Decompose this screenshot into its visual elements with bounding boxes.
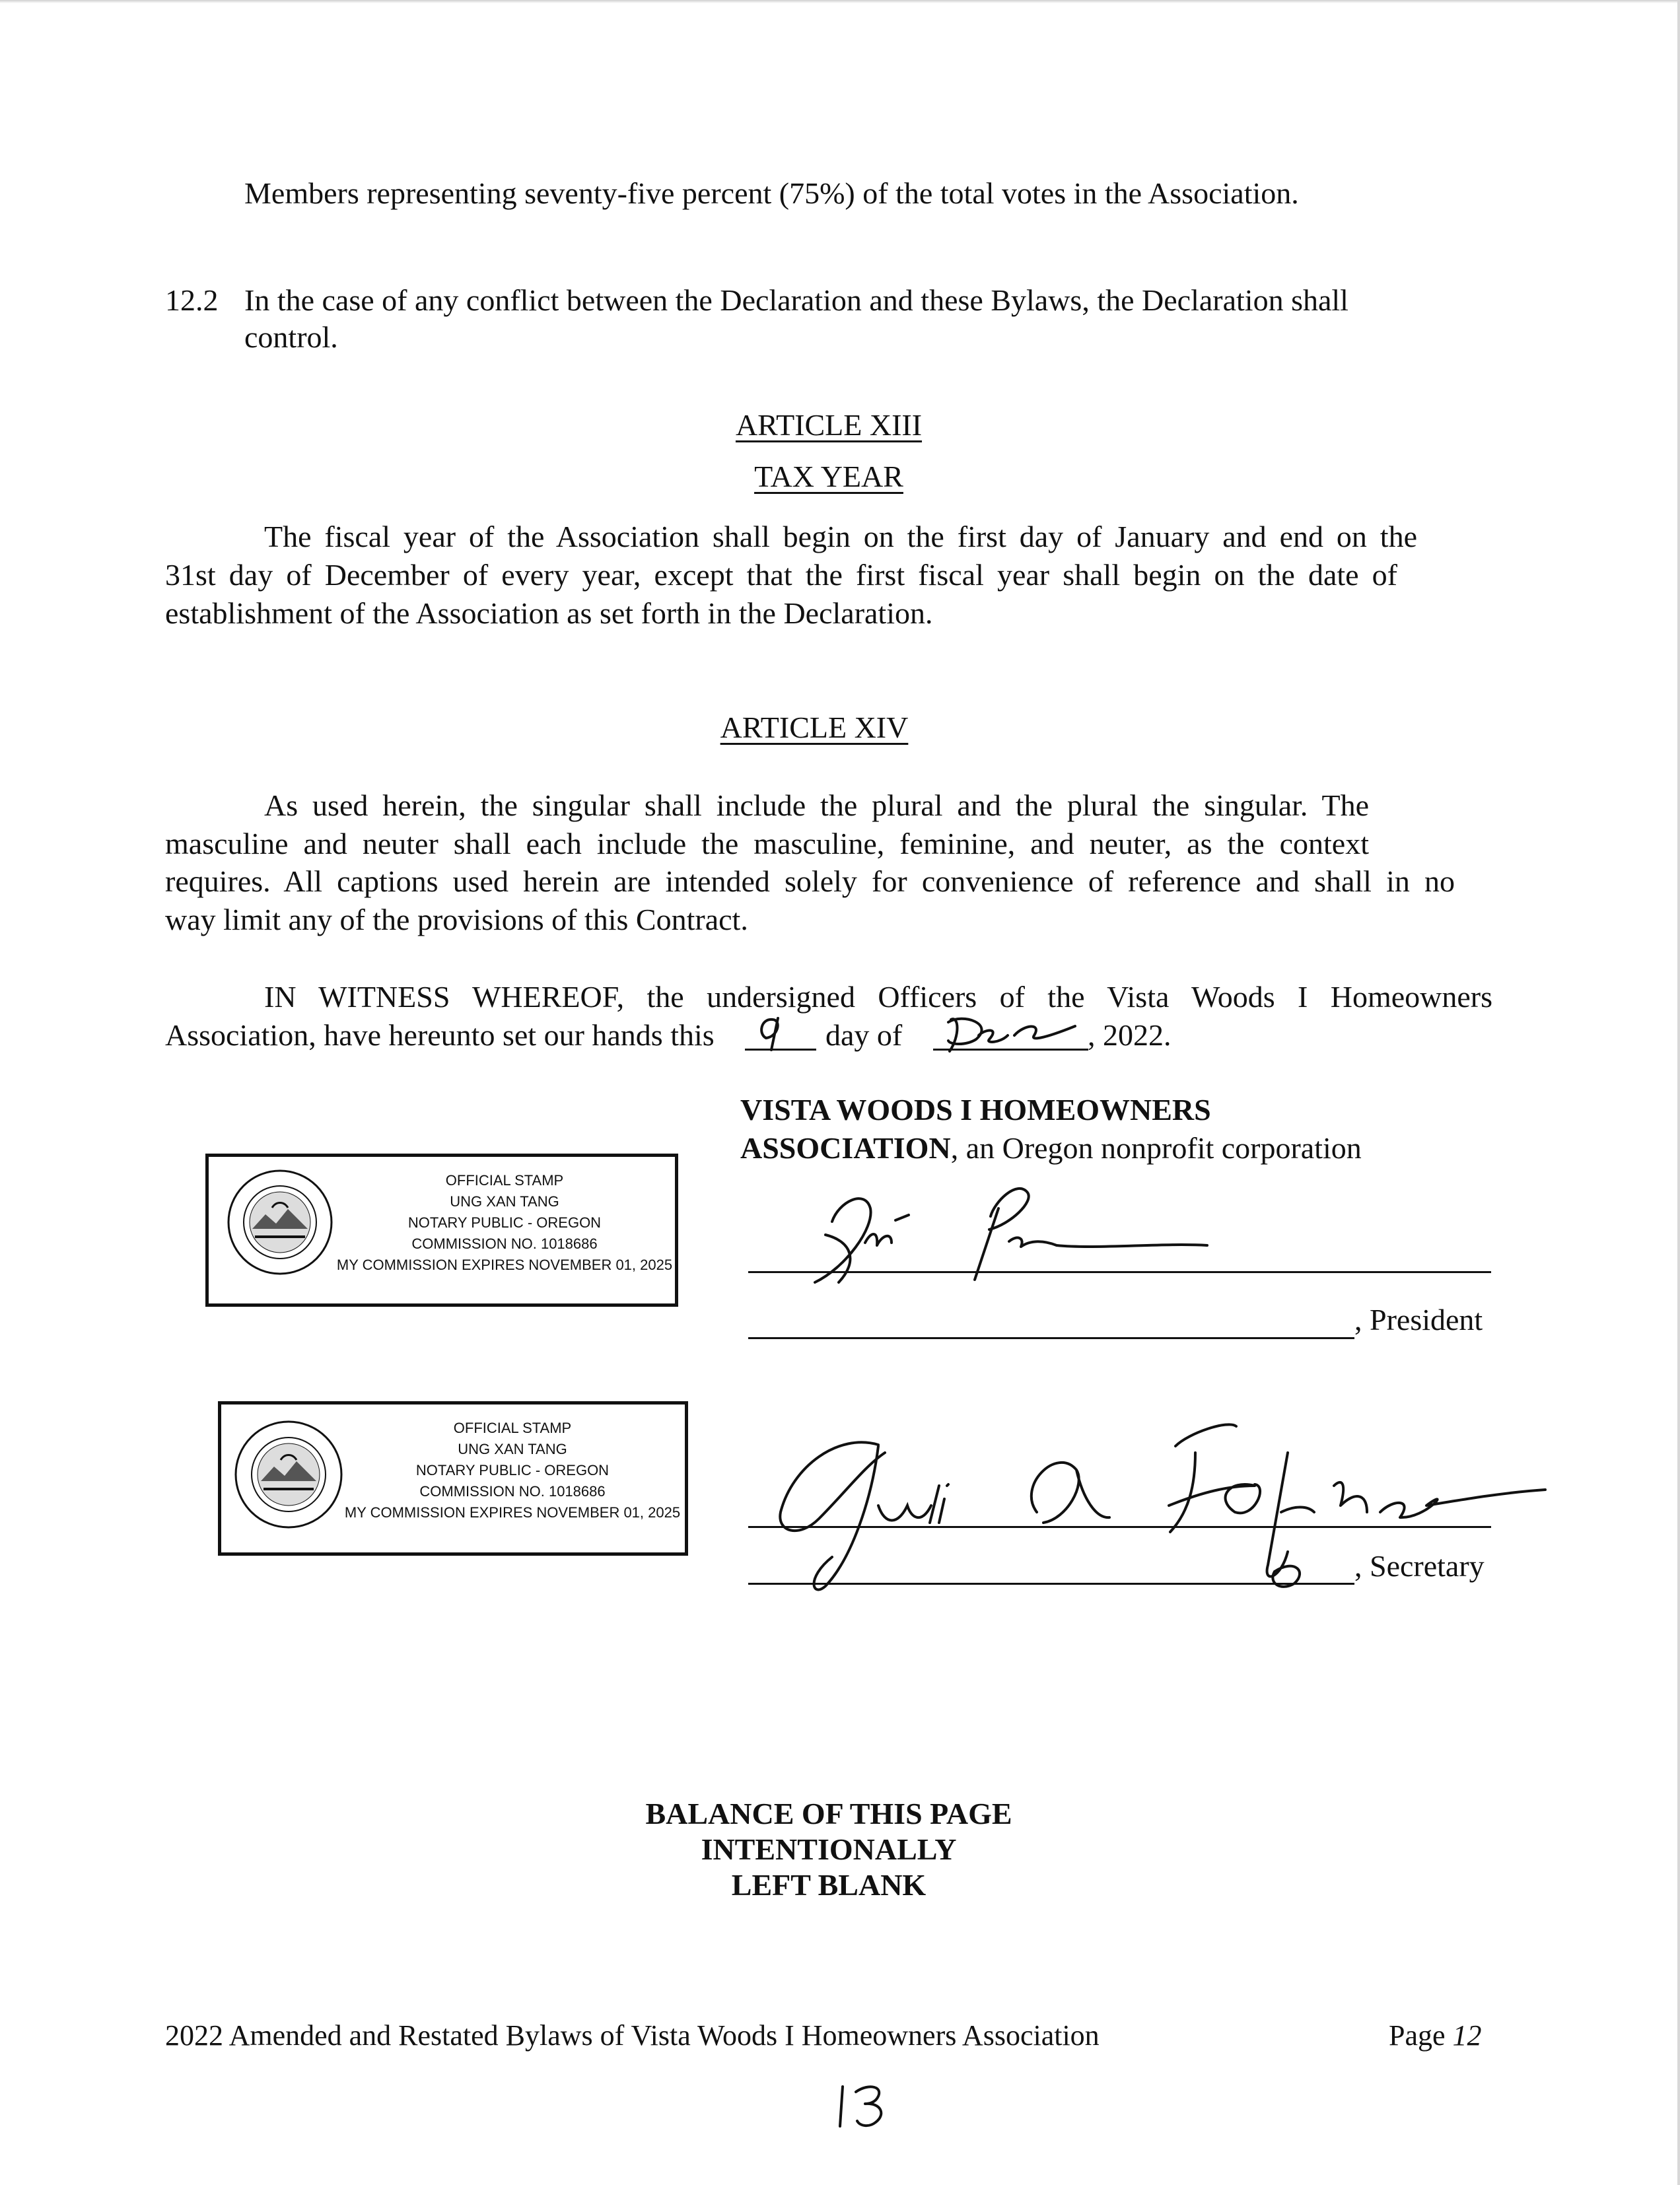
- article-xiv-line-2: masculine and neuter shall each include the masculine, feminine, and neuter, as the context: [165, 827, 1369, 860]
- blank-notice-line-2: INTENTIONALLY: [701, 1832, 957, 1866]
- article-xiii-title: TAX YEAR: [754, 460, 903, 493]
- witness-line-2-start: Association, have hereunto set our hands this: [165, 1018, 715, 1052]
- stamp-2-role: NOTARY PUBLIC - OREGON: [415, 1462, 610, 1478]
- oregon-state-seal-icon: [233, 1419, 344, 1530]
- secretary-name-line: [748, 1583, 1354, 1585]
- stamp-2-name: UNG XAN TANG: [458, 1441, 567, 1457]
- association-name-bold: ASSOCIATION: [740, 1131, 951, 1165]
- footer-page-label: Page: [1389, 2019, 1446, 2052]
- witness-line-1: IN WITNESS WHEREOF, the undersigned Officers of the Vista Woods I Homeowners: [264, 980, 1492, 1014]
- section-number-12-2: 12.2: [165, 283, 219, 317]
- stamp-1-commission: COMMISSION NO. 1018686: [411, 1235, 598, 1252]
- handwritten-page-number: [833, 2079, 899, 2133]
- article-xiv-heading: ARTICLE XIV: [720, 711, 909, 744]
- stamp-2-expires: MY COMMISSION EXPIRES NOVEMBER 01, 2025: [344, 1504, 681, 1521]
- article-xiv-line-4: way limit any of the provisions of this Contract.: [165, 903, 748, 936]
- footer-document-title: 2022 Amended and Restated Bylaws of Vista Woods I Homeowners Association: [165, 2019, 1100, 2052]
- witness-year: , 2022.: [1088, 1018, 1172, 1052]
- article-xiii-line-1: The fiscal year of the Association shall begin on the first day of January and end on the: [264, 520, 1417, 553]
- secretary-title: , Secretary: [1354, 1549, 1485, 1583]
- article-xiii-line-3: establishment of the Association as set forth in the Declaration.: [165, 596, 933, 630]
- stamp-1-title: OFFICIAL STAMP: [445, 1172, 564, 1189]
- stamp-1-role: NOTARY PUBLIC - OREGON: [407, 1214, 602, 1231]
- article-xiii-heading: ARTICLE XIII: [735, 408, 923, 442]
- association-name-line-2: [740, 1129, 1362, 1167]
- president-name-line: [748, 1337, 1354, 1339]
- article-xiv-line-1: As used herein, the singular shall include the plural and the plural the singular. The: [264, 788, 1369, 822]
- handwritten-month: [936, 1009, 1088, 1057]
- oregon-state-seal-icon: [226, 1168, 334, 1276]
- notary-stamp-2: [218, 1401, 688, 1556]
- scan-edge-right: [1677, 0, 1680, 2185]
- president-signature: [792, 1169, 1215, 1288]
- stamp-1-name: UNG XAN TANG: [450, 1193, 559, 1210]
- section-12-2-line-2: control.: [244, 320, 338, 354]
- footer-page-number: [1389, 2017, 1482, 2055]
- handwritten-day: [746, 1012, 812, 1053]
- association-name-line-1: VISTA WOODS I HOMEOWNERS: [740, 1093, 1211, 1127]
- continuation-text: Members representing seventy-five percent (75%) of the total votes in the Association.: [244, 176, 1299, 210]
- association-description: , an Oregon nonprofit corporation: [950, 1131, 1362, 1165]
- article-xiv-line-3: requires. All captions used herein are intended solely for convenience of reference and shall in no: [165, 864, 1455, 898]
- stamp-2-commission: COMMISSION NO. 1018686: [419, 1483, 606, 1500]
- blank-notice-line-3: LEFT BLANK: [731, 1868, 927, 1902]
- witness-day-of: day of: [825, 1018, 903, 1052]
- blank-notice-line-1: BALANCE OF THIS PAGE: [645, 1797, 1012, 1830]
- stamp-2-title: OFFICIAL STAMP: [453, 1420, 572, 1436]
- footer-page-value: 12: [1452, 2019, 1482, 2052]
- section-12-2-line-1: In the case of any conflict between the Declaration and these Bylaws, the Declaration shall: [244, 283, 1348, 317]
- stamp-1-expires: MY COMMISSION EXPIRES NOVEMBER 01, 2025: [336, 1257, 673, 1273]
- article-xiii-line-2: 31st day of December of every year, except that the first fiscal year shall begin on the date of: [165, 558, 1397, 592]
- president-title: , President: [1354, 1303, 1483, 1336]
- notary-stamp-1: [205, 1154, 678, 1307]
- scan-edge-top: [0, 0, 1680, 3]
